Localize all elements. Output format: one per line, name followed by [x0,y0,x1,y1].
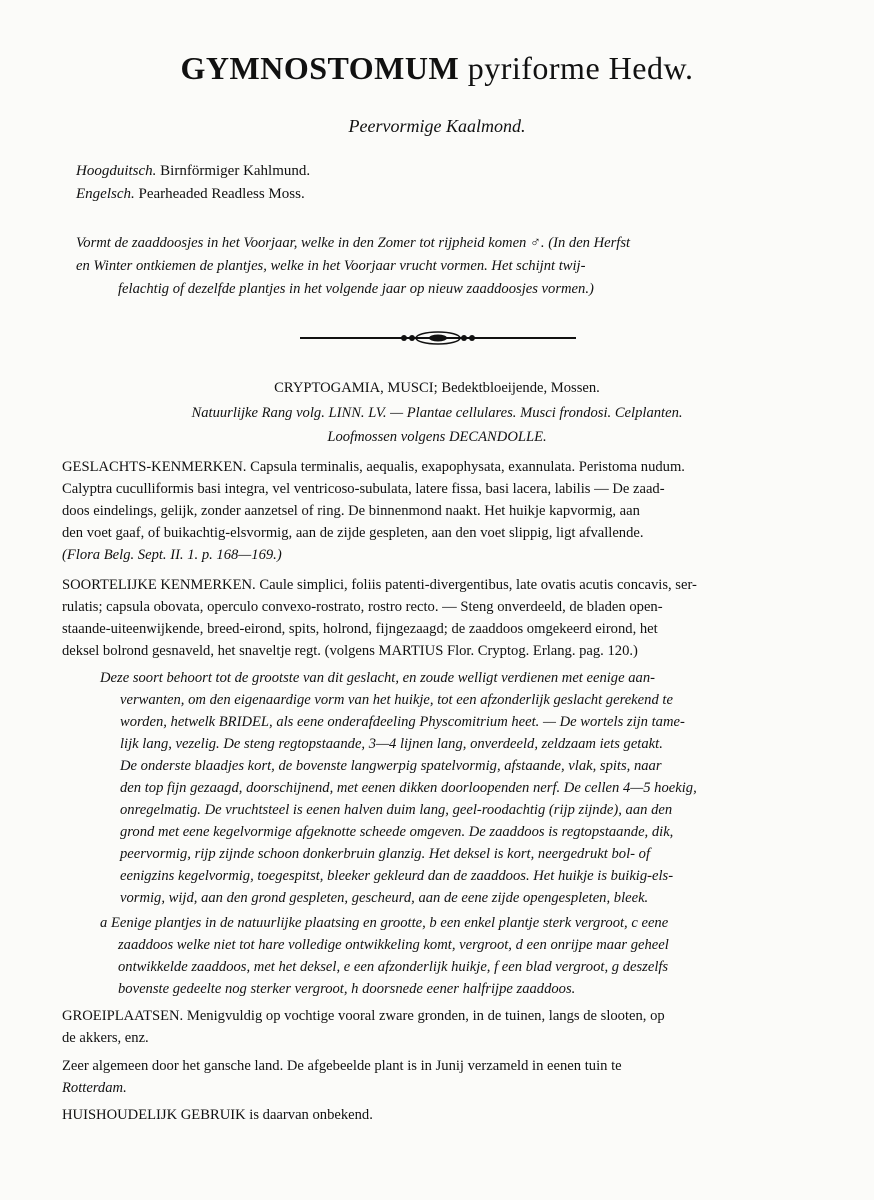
description-line: onregelmatig. De vruchtsteel is eenen halven duim lang, geel-roodachtig (rijp zijnde), aan den [120,802,673,818]
figure-legend-line: bovenste gedeelte nog sterker vergroot, h doorsnede eener halfrijpe zaaddoos. [118,981,576,997]
english-name: Engelsch. Pearheaded Readless Moss. [76,186,305,202]
species-characters-line: staande-uiteenwijkende, breed-eirond, spits, holrond, fijngezaagd; de zaaddoos omgekeerd eirond, het [62,621,658,637]
page-title [0,50,874,87]
locality-line: Rotterdam. [62,1080,127,1096]
description-line: eenigzins kegelvormig, toegespitst, bleeker gekleurd dan de zaaddoos. Het huikje is buikig-els- [120,868,674,884]
description-line: De onderste blaadjes kort, de bovenste langwerpig spatelvormig, afstaande, vlak, spits, naar [120,758,662,774]
species-characters-line: rulatis; capsula obovata, operculo convexo-rostrato, rostro recto. — Steng onverdeeld, de bladen open- [62,599,663,615]
dutch-name: Peervormige Kaalmond. [348,116,526,136]
description-line: grond met eene kegelvormige afgeknotte scheede omgeven. De zaaddoos is regtopstaande, dik, [120,824,674,840]
genus-name: GYMNOSTOMUM [180,50,460,86]
german-name: Hoogduitsch. Birnförmiger Kahlmund. [76,163,311,179]
habitat-line: GROEIPLAATSEN. Menigvuldig op vochtige vooral zware gronden, in de tuinen, langs de slooten, op [62,1008,665,1024]
intro-line: felachtig of dezelfde plantjes in het volgende jaar op nieuw zaaddoosjes vormen.) [118,281,594,297]
genus-characters-line: doos eindelings, gelijk, zonder aanzetsel of ring. De binnenmond naakt. Het huikje kapvormig, aan [62,503,640,519]
locality-line: Zeer algemeen door het gansche land. De afgebeelde plant is in Junij verzameld in eenen tuin te [62,1058,622,1074]
genus-characters-line: den voet gaaf, of buikachtig-elsvormig, aan de zijde gespleten, aan den voet slippig, ligt afvallende. [62,525,644,541]
description-line: peervormig, rijp zijnde schoon donkerbruin glanzig. Het deksel is kort, neergedrukt bol- of [120,846,651,862]
ornament-divider [300,330,576,346]
description-line: den top fijn gezaagd, doorschijnend, met eenen dikken doorloopenden nerf. De cellen 4—5 hoekig, [120,780,697,796]
species-characters-line: SOORTELIJKE KENMERKEN. Caule simplici, foliis patenti-divergentibus, late ovatis acutis concavis, ser- [62,577,697,593]
genus-characters-line: GESLACHTS-KENMERKEN. Capsula terminalis, aequalis, exapophysata, exannulata. Peristoma nudum. [62,459,685,475]
habitat-line: de akkers, enz. [62,1030,149,1046]
classification-line: Natuurlijke Rang volg. LINN. LV. — Plantae cellulares. Musci frondosi. Celplanten. [191,405,683,421]
intro-line: en Winter ontkiemen de plantjes, welke in het Voorjaar vrucht vormen. Het schijnt twij- [76,258,586,274]
classification-line: Loofmossen volgens DECANDOLLE. [327,429,547,445]
species-name: pyriforme Hedw. [467,50,694,86]
description-line: lijk lang, vezelig. De steng regtopstaande, 3—4 lijnen lang, onverdeeld, zeldzaam iets getakt. [120,736,663,752]
intro-line: Vormt de zaaddoosjes in het Voorjaar, welke in den Zomer tot rijpheid komen ♂. (In den Herfst [76,235,631,251]
figure-legend-line: ontwikkelde zaaddoos, met het deksel, e een afzonderlijk huikje, f een blad vergroot, g deszelfs [118,959,669,975]
usage-line: HUISHOUDELIJK GEBRUIK is daarvan onbekend. [62,1107,373,1123]
description-line: worden, hetwelk BRIDEL, als eene onderafdeeling Physcomitrium heet. — De wortels zijn tame- [120,714,685,730]
description-line: verwanten, om den eigenaardige vorm van het huikje, tot een afzonderlijk geslacht gerekend te [120,692,673,708]
genus-characters-line: (Flora Belg. Sept. II. 1. p. 168—169.) [62,547,282,563]
figure-legend-line: a Eenige plantjes in de natuurlijke plaatsing en grootte, b een enkel plantje sterk vergroot, c eene [100,915,669,931]
classification-line: CRYPTOGAMIA, MUSCI; Bedektbloeijende, Mossen. [274,380,600,396]
species-characters-line: deksel bolrond gesnaveld, het snaveltje regt. (volgens MARTIUS Flor. Cryptog. Erlang. pag. 120.) [62,643,638,659]
figure-legend-line: zaaddoos welke niet tot hare volledige ontwikkeling komt, vergroot, d een onrijpe maar geheel [118,937,669,953]
genus-characters-line: Calyptra cuculliformis basi integra, vel ventricoso-subulata, latere fissa, basi lacera, labilis — De zaad- [62,481,665,497]
description-line: vormig, wijd, aan den grond gespleten, gescheurd, aan de eene zijde opengespleten, bleek. [120,890,649,906]
description-line: Deze soort behoort tot de grootste van dit geslacht, en zoude welligt verdienen met eenige aan- [100,670,655,686]
